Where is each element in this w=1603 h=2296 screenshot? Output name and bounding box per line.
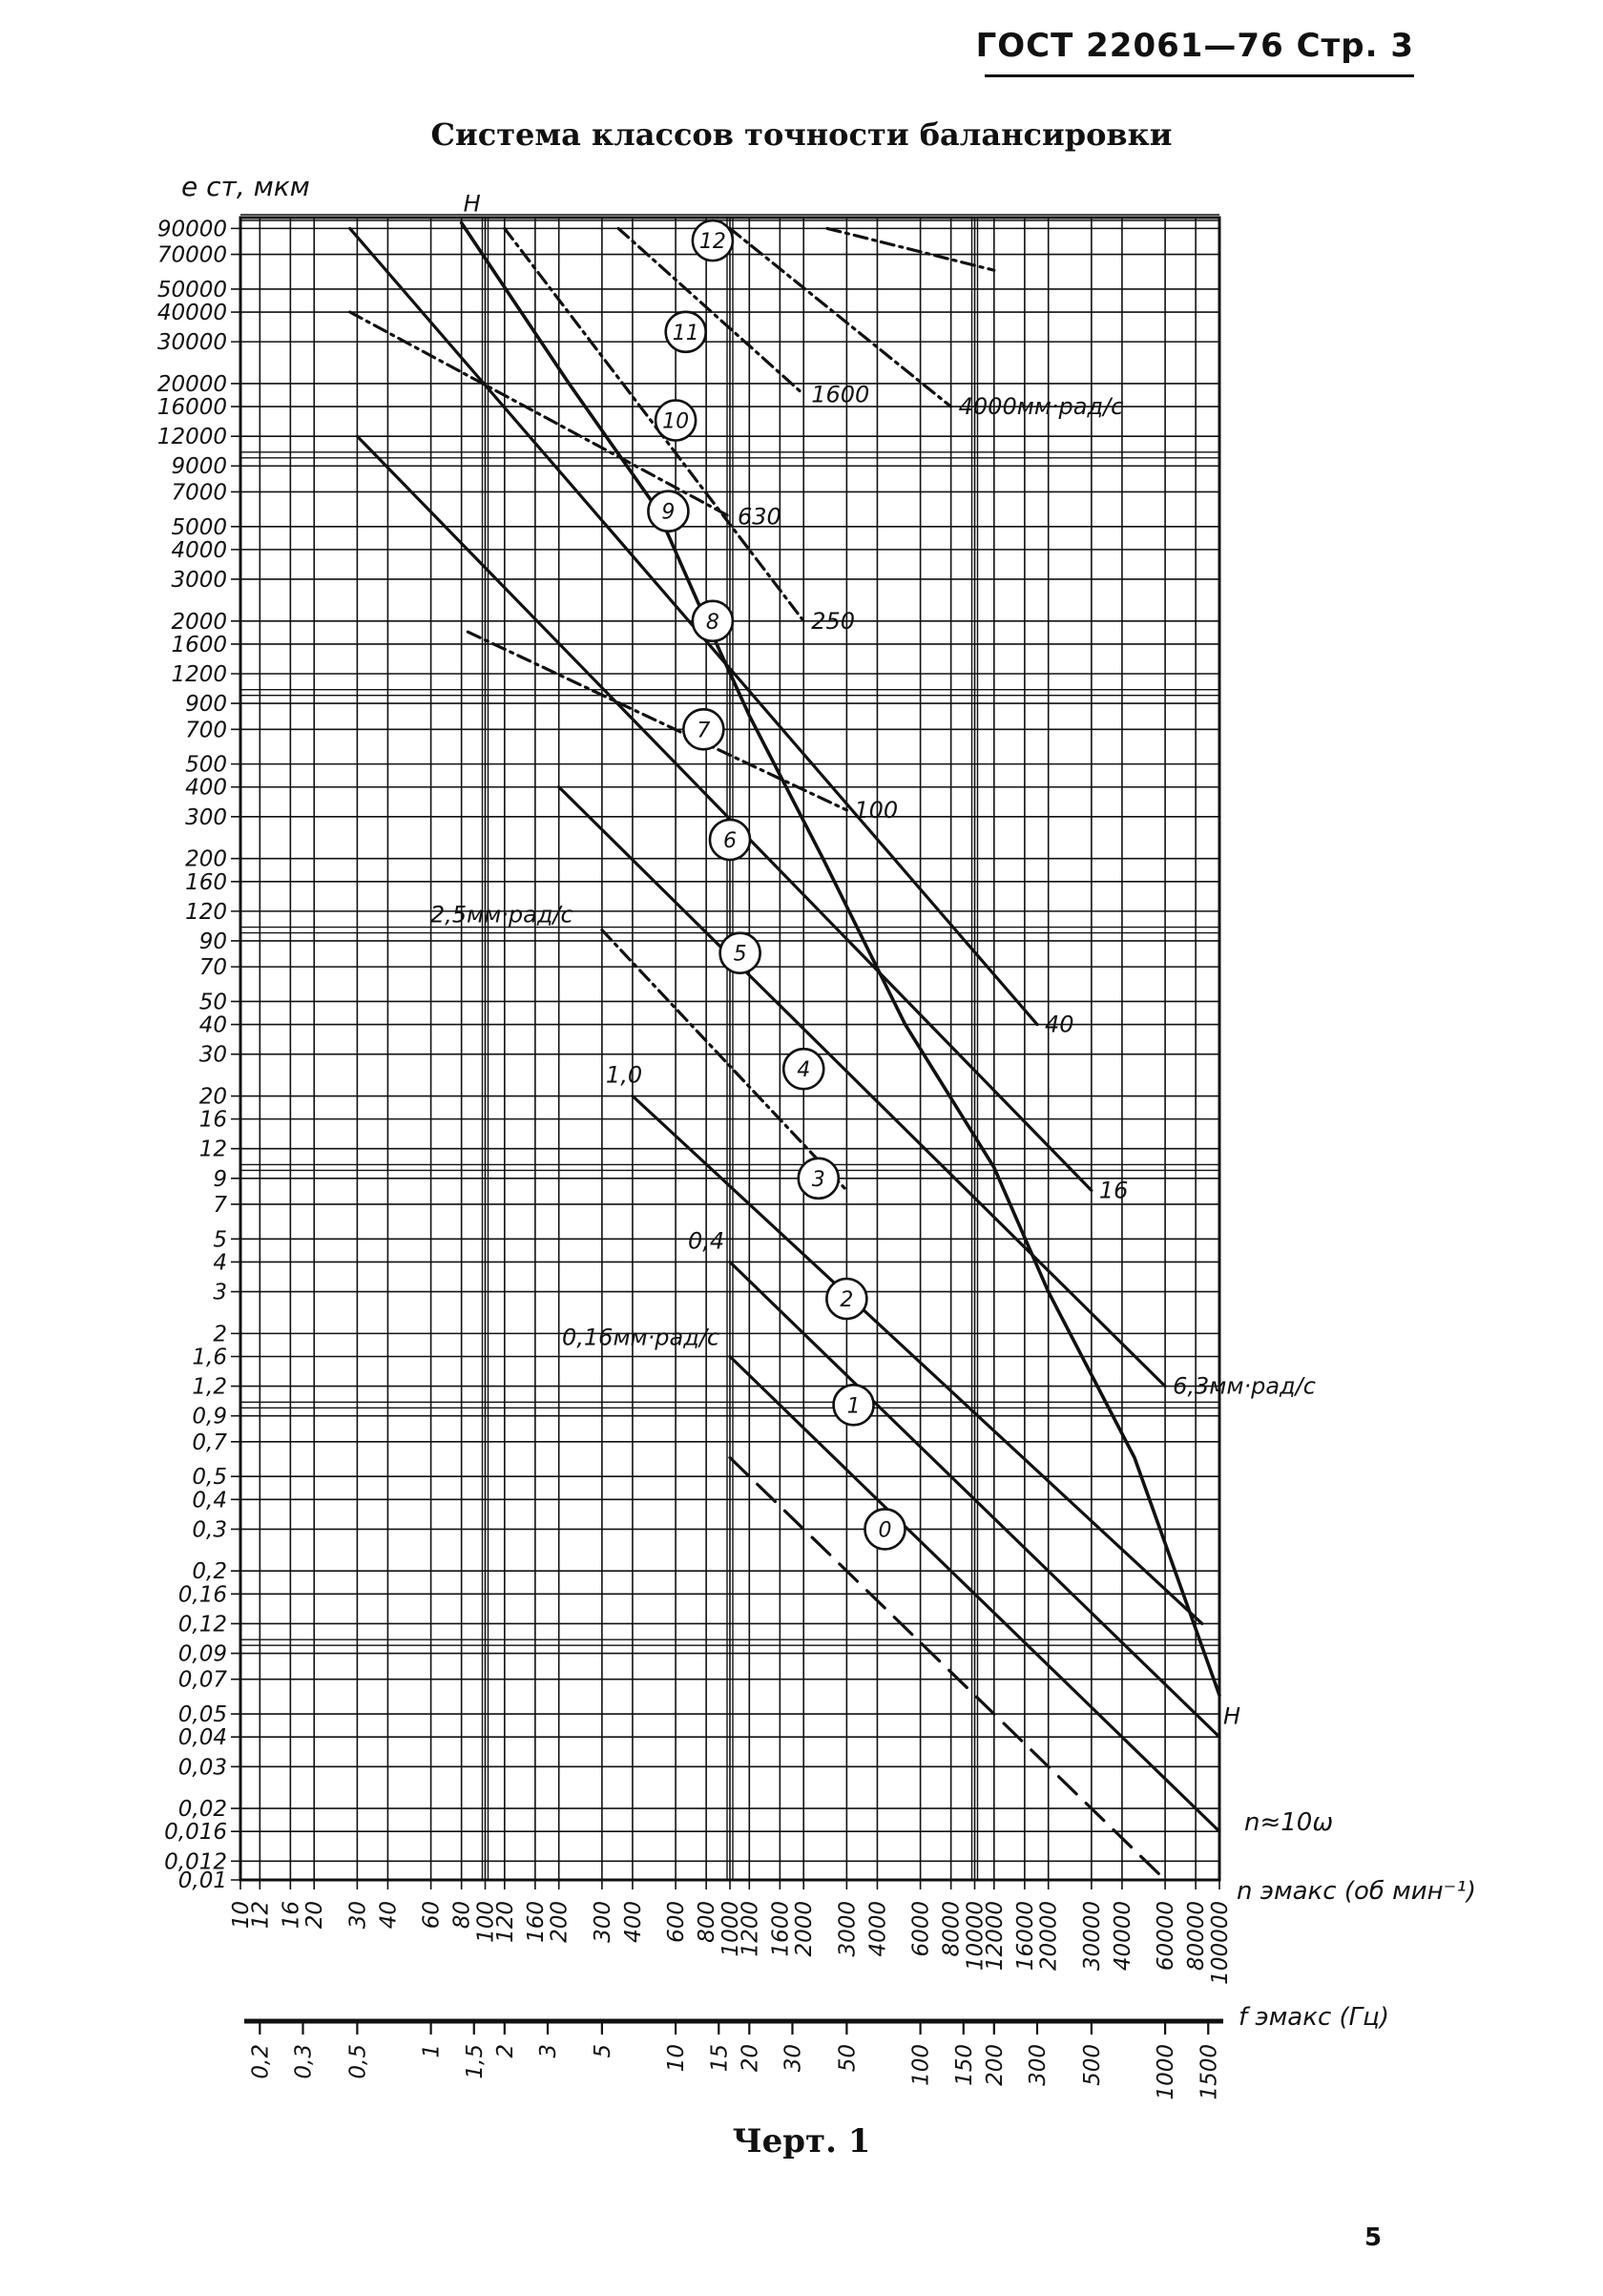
y-tick-label: 12 — [198, 1137, 227, 1162]
x-tick-label: 40 — [376, 1901, 402, 1930]
class-number-6: 6 — [723, 828, 737, 853]
series-label-1: 0,4 — [688, 1227, 725, 1255]
x-tick-label: 1000 — [718, 1901, 743, 1957]
y-tick-label: 90000 — [156, 217, 227, 242]
class-number-7: 7 — [697, 719, 711, 743]
x-axis-label: n эмакс (об мин⁻¹) — [1237, 1877, 1476, 1906]
y-tick-label: 40 — [198, 1012, 227, 1038]
y-tick-label: 0,3 — [192, 1517, 227, 1543]
x2-tick-label: 1500 — [1197, 2044, 1222, 2100]
y-tick-label: 0,2 — [192, 1559, 227, 1585]
x2-tick-label: 50 — [835, 2044, 861, 2073]
x-tick-label: 200 — [547, 1901, 572, 1943]
series-line-H — [462, 223, 1219, 1696]
series-label-0s: 0,16мм·рад/с — [562, 1324, 720, 1351]
y-tick-label: 3000 — [171, 567, 227, 593]
x-tick-label: 80 — [449, 1901, 475, 1930]
page-mark: 5 — [1364, 2223, 1383, 2252]
x2-tick-label: 20 — [738, 2044, 763, 2073]
y-tick-label: 20000 — [156, 371, 227, 397]
series-label-11: 4000мм·рад/с — [958, 393, 1124, 421]
class-number-11: 11 — [672, 321, 699, 345]
series-label-10: 1600 — [811, 381, 870, 408]
x-tick-label: 12000 — [982, 1901, 1008, 1972]
series-label-H-top: H — [463, 190, 481, 218]
x-tick-label: 1200 — [738, 1901, 763, 1957]
series-line-0d — [730, 1458, 1165, 1881]
y-tick-label: 4 — [213, 1250, 227, 1276]
y-tick-label: 9000 — [171, 454, 227, 480]
y-tick-label: 16 — [198, 1107, 227, 1133]
series-label-H: H — [1223, 1702, 1241, 1730]
y-tick-label: 1200 — [171, 662, 227, 688]
x2-tick-label: 300 — [1025, 2044, 1051, 2086]
x-tick-label: 6000 — [908, 1901, 934, 1957]
x-tick-label: 10000 — [963, 1901, 989, 1972]
y-tick-label: 400 — [185, 775, 227, 801]
x2-axis-label: f эмакс (Гц) — [1239, 2003, 1389, 2032]
x2-tick-label: 1000 — [1154, 2044, 1179, 2100]
x-tick-label: 4000 — [865, 1901, 891, 1957]
x-tick-label: 30000 — [1079, 1901, 1105, 1972]
series-label-4: 6,3мм·рад/с — [1173, 1372, 1316, 1400]
x-tick-label: 60 — [419, 1901, 445, 1930]
class-number-3: 3 — [811, 1167, 825, 1192]
x-tick-label: 16000 — [1012, 1901, 1038, 1972]
x2-tick-label: 1 — [419, 2044, 445, 2058]
y-tick-label: 300 — [185, 804, 227, 830]
y-tick-label: 900 — [185, 692, 227, 718]
x2-tick-label: 5 — [590, 2044, 615, 2058]
class-number-0: 0 — [878, 1518, 892, 1543]
y-tick-label: 70 — [198, 955, 227, 981]
series-line-12 — [827, 228, 994, 270]
series-label-7: 100 — [854, 796, 899, 824]
class-number-4: 4 — [797, 1058, 811, 1083]
x2-tick-label: 100 — [908, 2044, 934, 2086]
x-tick-label: 800 — [695, 1901, 720, 1943]
x-tick-label: 120 — [492, 1901, 518, 1943]
x-tick-label: 100000 — [1208, 1901, 1233, 1985]
x2-tick-label: 150 — [951, 2044, 977, 2086]
y-tick-label: 3 — [213, 1280, 227, 1305]
x-tick-label: 60000 — [1154, 1901, 1179, 1972]
y-tick-label: 50000 — [156, 277, 227, 303]
x-tick-label: 160 — [523, 1901, 549, 1943]
x-tick-label: 300 — [590, 1901, 615, 1943]
chart-title: Система классов точности балансировки — [430, 116, 1173, 153]
y-tick-label: 4000 — [171, 537, 227, 563]
x2-tick-label: 500 — [1079, 2044, 1105, 2086]
x2-tick-label: 30 — [781, 2044, 806, 2073]
y-tick-label: 120 — [185, 899, 227, 925]
y-tick-label: 90 — [198, 929, 227, 954]
x2-tick-label: 10 — [664, 2044, 690, 2073]
series-label-3: 2,5мм·рад/с — [429, 901, 573, 929]
y-tick-label: 7000 — [171, 480, 227, 506]
x-tick-label: 3000 — [835, 1901, 861, 1957]
x-tick-label: 40000 — [1110, 1901, 1135, 1972]
x-tick-label: 12 — [248, 1901, 274, 1930]
series-line-7 — [468, 632, 846, 810]
x-tick-label: 30 — [345, 1901, 371, 1930]
y-tick-label: 7 — [213, 1192, 227, 1218]
x-tick-label: 100 — [473, 1901, 499, 1943]
x2-tick-label: 0,3 — [291, 2044, 317, 2079]
series-line-2 — [633, 1096, 1202, 1624]
y-tick-label: 0,02 — [177, 1797, 227, 1823]
x-tick-label: 20 — [302, 1901, 328, 1930]
x2-tick-label: 2 — [492, 2044, 518, 2058]
y-tick-label: 0,12 — [177, 1612, 227, 1638]
grid-layer — [231, 215, 1223, 2035]
y-tick-label: 40000 — [156, 301, 227, 326]
x2-tick-label: 0,5 — [345, 2044, 371, 2079]
y-tick-label: 16000 — [156, 395, 227, 421]
y-tick-label: 0,9 — [192, 1404, 227, 1430]
y-tick-label: 9 — [213, 1166, 227, 1192]
series-label-9: 630 — [738, 503, 781, 531]
x-tick-label: 600 — [664, 1901, 690, 1943]
y-tick-label: 200 — [185, 846, 227, 872]
x-tick-label: 8000 — [939, 1901, 965, 1957]
y-axis-label: e ст, мкм — [181, 171, 310, 202]
x-tick-label: 2000 — [792, 1901, 818, 1957]
y-tick-label: 12000 — [156, 425, 227, 450]
y-tick-label: 70000 — [156, 242, 227, 268]
figure-caption: Черт. 1 — [732, 2122, 871, 2160]
y-tick-label: 50 — [198, 990, 227, 1015]
x-tick-label: 1600 — [768, 1901, 794, 1957]
note-label: n≈10ω — [1244, 1808, 1334, 1837]
series-layer — [350, 223, 1219, 1881]
class-number-5: 5 — [733, 942, 747, 967]
class-number-2: 2 — [840, 1288, 854, 1313]
class-number-1: 1 — [846, 1394, 861, 1419]
doc-title: ГОСТ 22061—76 Стр. 3 — [975, 27, 1414, 65]
series-label-2: 1,0 — [605, 1061, 643, 1089]
y-tick-label: 0,01 — [177, 1868, 227, 1893]
x-tick-label: 400 — [620, 1901, 646, 1943]
class-number-10: 10 — [662, 409, 690, 434]
x-tick-label: 10 — [229, 1901, 254, 1930]
x2-tick-label: 0,2 — [248, 2044, 274, 2079]
class-number-9: 9 — [661, 500, 676, 525]
y-tick-label: 30 — [198, 1042, 227, 1068]
x-tick-label: 80000 — [1184, 1901, 1210, 1972]
y-tick-label: 1,6 — [192, 1345, 227, 1370]
class-number-12: 12 — [698, 230, 726, 255]
y-tick-label: 2 — [213, 1322, 227, 1347]
x2-tick-label: 1,5 — [462, 2044, 488, 2079]
y-tick-label: 0,04 — [177, 1725, 227, 1751]
y-tick-label: 0,05 — [177, 1702, 227, 1728]
series-label-5: 16 — [1098, 1177, 1129, 1204]
series-line-8 — [505, 228, 803, 620]
y-tick-label: 700 — [185, 718, 227, 743]
series-label-6: 40 — [1044, 1011, 1074, 1038]
y-tick-label: 0,016 — [164, 1820, 227, 1846]
y-tick-label: 2000 — [171, 609, 227, 635]
class-number-8: 8 — [705, 610, 719, 635]
label-layer — [157, 171, 1476, 2100]
series-label-8: 250 — [811, 607, 856, 635]
x2-tick-label: 200 — [982, 2044, 1008, 2086]
series-line-11 — [730, 228, 951, 407]
x2-tick-label: 3 — [535, 2044, 561, 2058]
y-tick-label: 0,16 — [177, 1582, 227, 1608]
y-tick-label: 5000 — [171, 514, 227, 540]
y-tick-label: 5 — [213, 1227, 227, 1253]
y-tick-label: 500 — [185, 752, 227, 778]
y-tick-label: 0,4 — [192, 1488, 227, 1513]
x-tick-label: 16 — [279, 1901, 304, 1930]
y-tick-label: 0,012 — [164, 1849, 227, 1875]
y-tick-label: 0,5 — [192, 1465, 227, 1491]
y-tick-label: 1600 — [171, 632, 227, 657]
y-tick-label: 0,07 — [177, 1667, 227, 1693]
y-tick-label: 0,03 — [177, 1755, 227, 1781]
x2-tick-label: 15 — [707, 2044, 733, 2073]
y-tick-label: 30000 — [156, 330, 227, 356]
y-tick-label: 20 — [198, 1084, 227, 1110]
y-tick-label: 0,09 — [177, 1641, 227, 1667]
x-tick-label: 20000 — [1036, 1901, 1062, 1972]
y-tick-label: 160 — [185, 869, 227, 895]
y-tick-label: 1,2 — [192, 1374, 227, 1400]
y-tick-label: 0,7 — [192, 1430, 227, 1455]
